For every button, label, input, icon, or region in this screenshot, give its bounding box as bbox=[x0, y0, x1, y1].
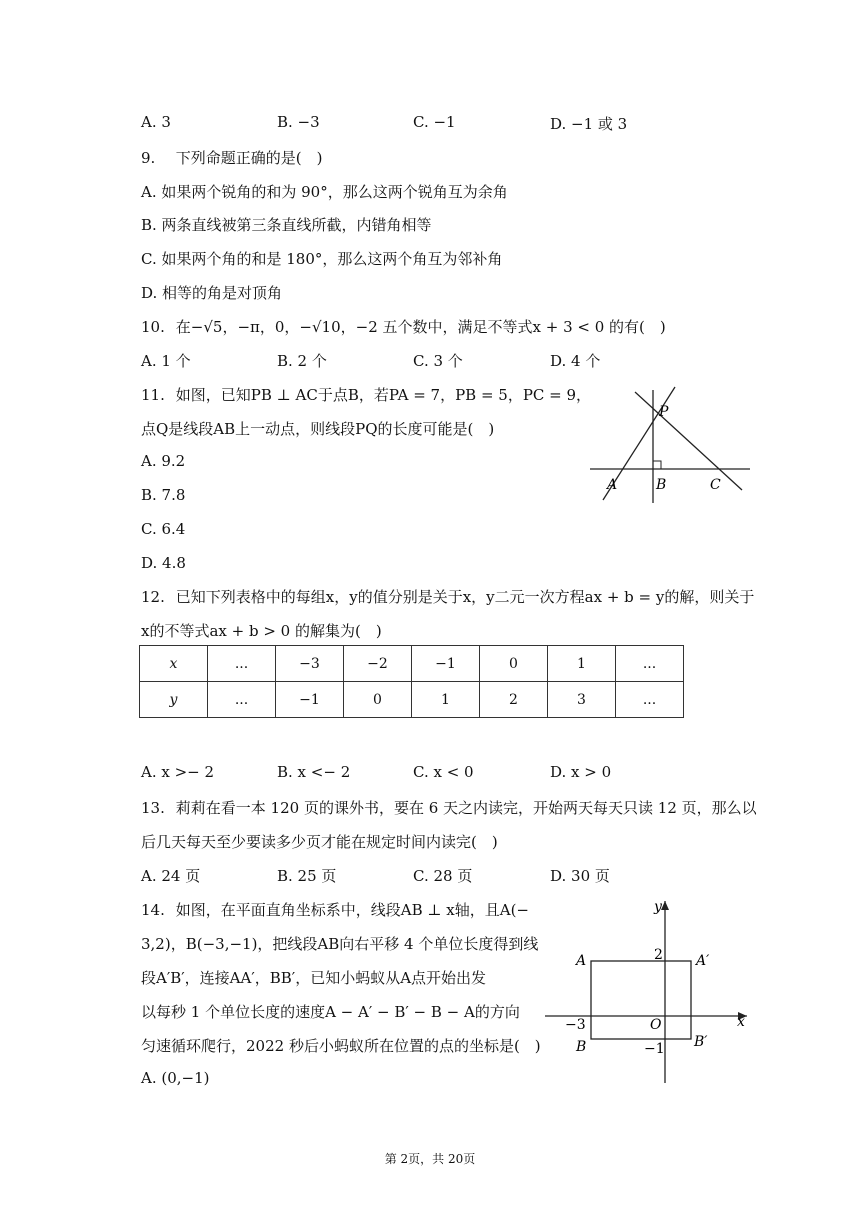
q11-triangle-figure bbox=[585, 385, 755, 510]
q11-option-c: C. 6.4 bbox=[141, 520, 186, 538]
table-cell: y bbox=[140, 682, 208, 718]
q11-number: 11. bbox=[141, 386, 165, 404]
q13-stem-line1: 13. 莉莉在看一本 120 页的课外书，要在 6 天之内读完，开始两天每天只读 12 页，那么以 bbox=[141, 799, 757, 817]
q10-option-b: B. 2 个 bbox=[277, 352, 327, 370]
q12-stem-line1: 12. 已知下列表格中的每组x，y的值分别是关于x，y二元一次方程ax + b = y的解，则关于 bbox=[141, 588, 755, 606]
table-cell: −1 bbox=[276, 682, 344, 718]
q14-label-2: 2 bbox=[654, 947, 663, 963]
table-cell: 2 bbox=[480, 682, 548, 718]
q12-option-a: A. x >− 2 bbox=[141, 763, 215, 781]
q11-option-b: B. 7.8 bbox=[141, 486, 186, 504]
q9-number: 9. bbox=[141, 149, 156, 167]
table-cell: ... bbox=[616, 682, 684, 718]
q14-label-b-prime: B′ bbox=[694, 1034, 708, 1050]
q14-label-b: B bbox=[576, 1039, 587, 1055]
table-cell: −3 bbox=[276, 646, 344, 682]
q14-label-origin: O bbox=[650, 1017, 662, 1033]
q11-stem-line1: 11. 如图，已知PB ⊥ AC于点B，若PA = 7，PB = 5，PC = 9， bbox=[141, 386, 592, 404]
q13-option-a: A. 24 页 bbox=[141, 867, 201, 885]
q8-option-d: D. −1 或 3 bbox=[550, 115, 628, 133]
q10-option-d: D. 4 个 bbox=[550, 352, 601, 370]
q13-number: 13. bbox=[141, 799, 165, 817]
table-cell: 3 bbox=[548, 682, 616, 718]
q12-option-c: C. x < 0 bbox=[413, 763, 474, 781]
q14-stem-line1: 14. 如图，在平面直角坐标系中，线段AB ⊥ x轴，且A(− bbox=[141, 901, 529, 919]
q9-option-b: B. 两条直线被第三条直线所截，内错角相等 bbox=[141, 216, 432, 234]
table-row bbox=[140, 646, 684, 682]
table-cell: x bbox=[140, 646, 208, 682]
q11-option-d: D. 4.8 bbox=[141, 554, 186, 572]
q12-option-d: D. x > 0 bbox=[550, 763, 612, 781]
q14-label-y: y bbox=[654, 899, 662, 915]
table-cell: ... bbox=[208, 646, 276, 682]
q12-stem-line2: x的不等式ax + b > 0 的解集为( ) bbox=[141, 622, 382, 640]
q11-line-pc bbox=[635, 392, 742, 490]
q12-value-table bbox=[139, 645, 684, 718]
table-cell: −1 bbox=[412, 646, 480, 682]
q11-label-c: C bbox=[710, 477, 721, 493]
q11-stem-line2: 点Q是线段AB上一动点，则线段PQ的长度可能是( ) bbox=[141, 420, 495, 438]
q11-label-p: P bbox=[659, 404, 669, 420]
table-cell: ... bbox=[616, 646, 684, 682]
table-cell: −2 bbox=[344, 646, 412, 682]
q10-stem: 10. 在−√5，−π，0，−√10，−2 五个数中，满足不等式x + 3 < 0 的有( ) bbox=[141, 318, 666, 336]
table-cell: ... bbox=[208, 682, 276, 718]
q11-label-b: B bbox=[656, 477, 667, 493]
q14-stem-line3: 段A′B′，连接AA′，BB′，已知小蚂蚁从A点开始出发 bbox=[141, 969, 487, 987]
page-footer: 第 2页，共 20页 bbox=[384, 1152, 476, 1166]
q10-option-c: C. 3 个 bbox=[413, 352, 463, 370]
table-cell: 1 bbox=[412, 682, 480, 718]
q8-option-a: A. 3 bbox=[141, 113, 171, 131]
q14-label-x: x bbox=[737, 1014, 745, 1030]
q8-option-b: B. −3 bbox=[277, 113, 320, 131]
q13-option-b: B. 25 页 bbox=[277, 867, 337, 885]
q13-option-d: D. 30 页 bbox=[550, 867, 610, 885]
q11-option-a: A. 9.2 bbox=[141, 452, 186, 470]
q14-coordinate-figure bbox=[540, 893, 755, 1088]
q14-stem-line4: 以每秒 1 个单位长度的速度A − A′ − B′ − B − A的方向 bbox=[141, 1003, 520, 1021]
q14-label-neg3: −3 bbox=[565, 1017, 586, 1033]
q14-number: 14. bbox=[141, 901, 165, 919]
q9-option-a: A. 如果两个锐角的和为 90°，那么这两个锐角互为余角 bbox=[141, 183, 508, 201]
q9-option-d: D. 相等的角是对顶角 bbox=[141, 284, 283, 302]
q14-rectangle-path bbox=[591, 961, 691, 1039]
table-row bbox=[140, 682, 684, 718]
q13-option-c: C. 28 页 bbox=[413, 867, 473, 885]
q8-option-c: C. −1 bbox=[413, 113, 456, 131]
table-cell: 1 bbox=[548, 646, 616, 682]
table-cell: 0 bbox=[480, 646, 548, 682]
q11-label-a: A bbox=[607, 477, 618, 493]
q14-label-a-prime: A′ bbox=[696, 953, 710, 969]
q14-stem-line2: 3,2)，B(−3,−1)，把线段AB向右平移 4 个单位长度得到线 bbox=[141, 935, 539, 953]
q14-option-a: A. (0,−1) bbox=[141, 1069, 210, 1087]
q9-stem: 9. 下列命题正确的是( ) bbox=[141, 149, 323, 167]
q9-option-c: C. 如果两个角的和是 180°，那么这两个角互为邻补角 bbox=[141, 250, 503, 268]
q14-stem-line5: 匀速循环爬行，2022 秒后小蚂蚁所在位置的点的坐标是( ) bbox=[141, 1037, 541, 1055]
q10-option-a: A. 1 个 bbox=[141, 352, 191, 370]
q14-label-neg1: −1 bbox=[644, 1041, 665, 1057]
table-cell: 0 bbox=[344, 682, 412, 718]
q11-right-angle-mark bbox=[653, 461, 661, 469]
q12-option-b: B. x <− 2 bbox=[277, 763, 351, 781]
q14-label-a: A bbox=[576, 953, 587, 969]
q10-number: 10. bbox=[141, 318, 165, 336]
q13-stem-line2: 后几天每天至少要读多少页才能在规定时间内读完( ) bbox=[141, 833, 498, 851]
q14-y-arrow-icon bbox=[661, 901, 669, 910]
q12-number: 12. bbox=[141, 588, 165, 606]
